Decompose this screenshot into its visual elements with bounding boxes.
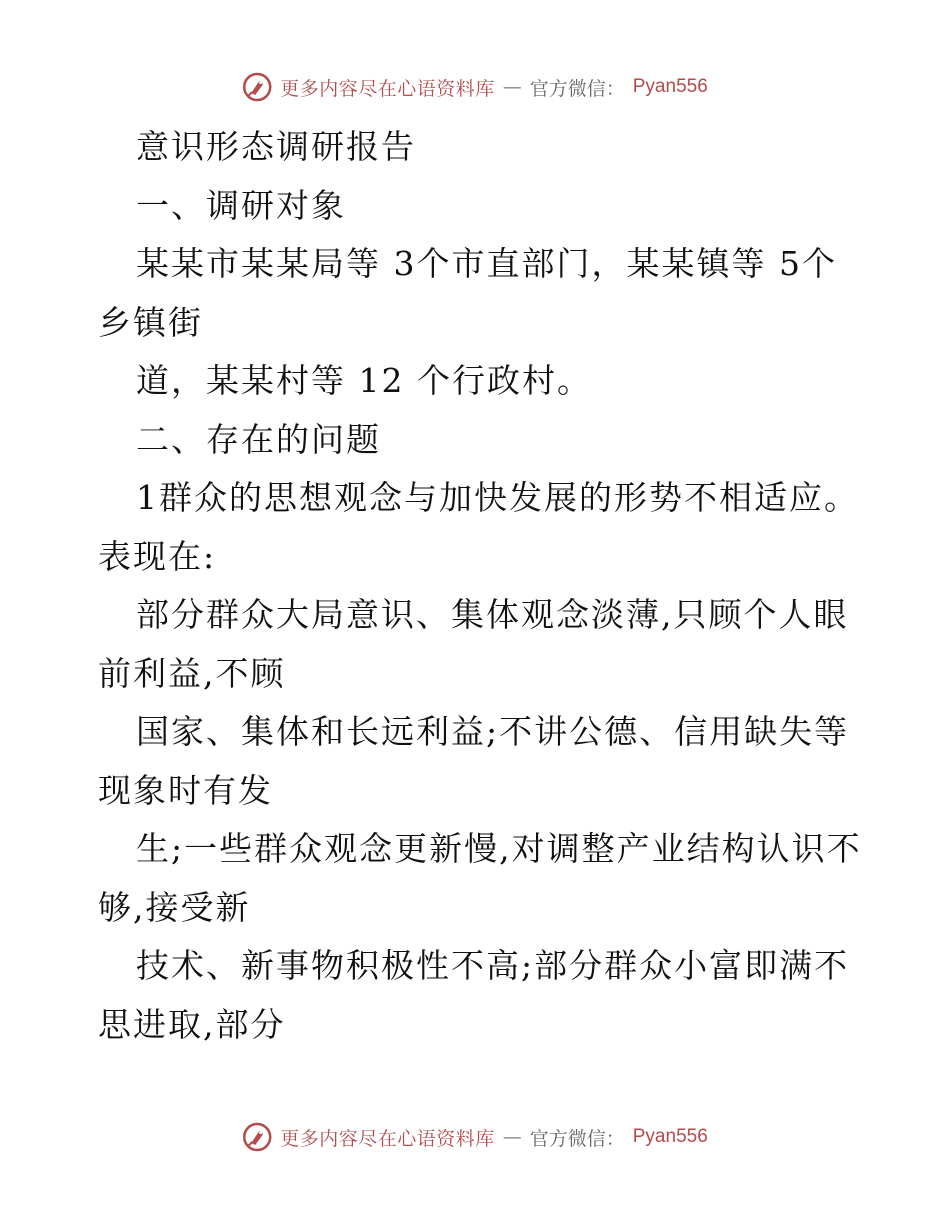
paragraph-line: 某某市某某局等 3个市直部门，某某镇等 5个 (136, 244, 837, 283)
footer-wechat-account: Pyan556 (632, 1126, 708, 1147)
footer-banner (242, 1122, 708, 1152)
header-banner (242, 72, 708, 102)
header-separator: — (502, 76, 522, 98)
paragraph-line: 1群众的思想观念与加快发展的形势不相适应。 (136, 478, 859, 517)
document-body (98, 118, 862, 1054)
section-heading: 一、调研对象 (136, 185, 346, 225)
paragraph-line: 前利益,不顾 (98, 653, 286, 693)
footer-brand-text: 更多内容尽在心语资料库 (280, 1127, 495, 1150)
section-heading: 二、存在的问题 (136, 419, 381, 459)
footer-separator: — (502, 1126, 522, 1148)
paragraph-line: 部分群众大局意识、集体观念淡薄,只顾个人眼 (136, 595, 849, 634)
header-brand-text: 更多内容尽在心语资料库 (280, 77, 495, 100)
footer-wechat-label: 官方微信： (529, 1127, 625, 1150)
header-wechat-label: 官方微信： (529, 77, 625, 100)
paragraph-line: 够,接受新 (98, 887, 251, 927)
pen-nib-logo-icon (242, 72, 272, 102)
paragraph-line: 技术、新事物积极性不高;部分群众小富即满不 (136, 946, 850, 985)
paragraph-line: 现象时有发 (98, 770, 273, 810)
paragraph-line: 国家、集体和长远利益;不讲公德、信用缺失等 (136, 712, 850, 751)
paragraph-line: 表现在: (98, 536, 217, 576)
header-wechat-account: Pyan556 (632, 76, 708, 97)
document-title: 意识形态调研报告 (136, 127, 416, 166)
pen-nib-logo-icon (242, 1122, 272, 1152)
paragraph-line: 思进取,部分 (98, 1004, 286, 1044)
paragraph-line: 乡镇街 (98, 302, 203, 342)
paragraph-line: 生;一些群众观念更新慢,对调整产业结构认识不 (136, 829, 862, 868)
paragraph-line: 道，某某村等 12 个行政村。 (136, 361, 592, 400)
